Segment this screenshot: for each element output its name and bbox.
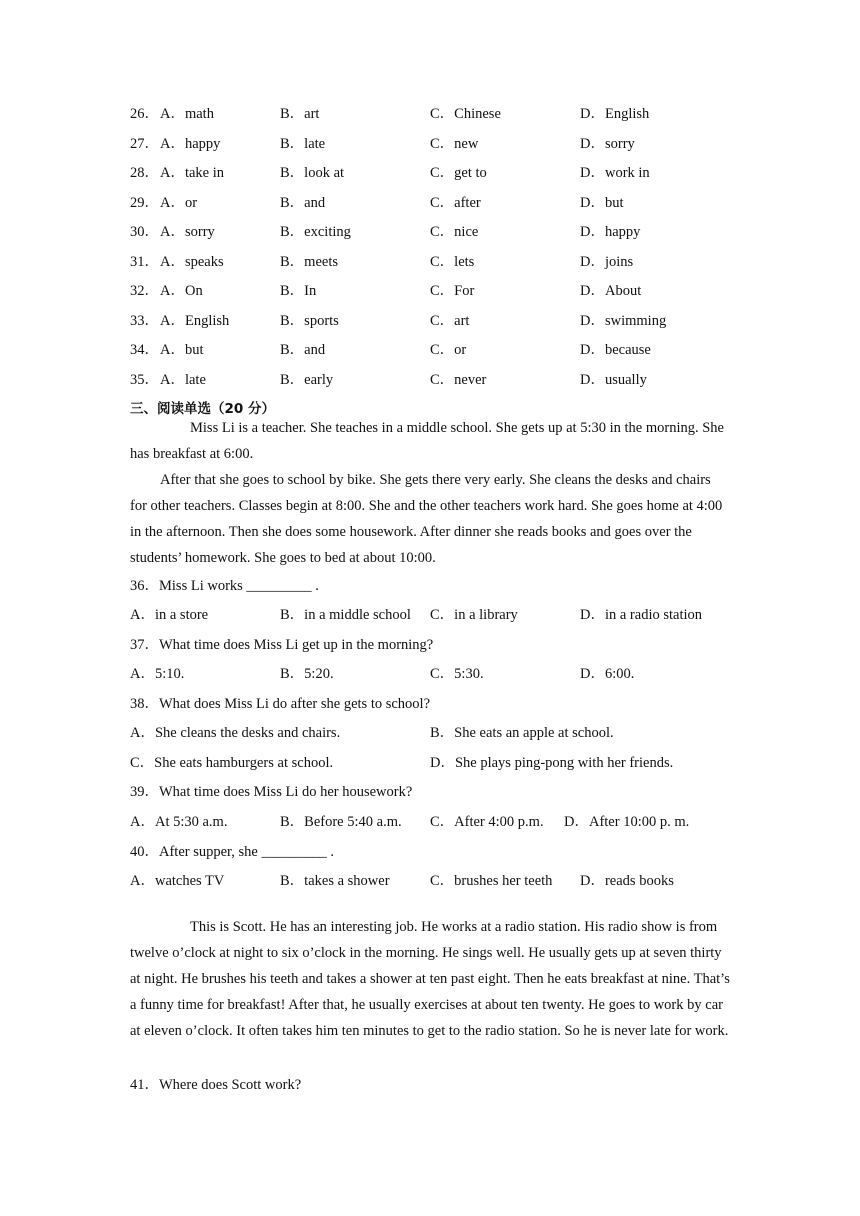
option-a: A．speaks [160,254,224,270]
option-c: C．5:30. [430,666,484,682]
option-c: C．For [430,283,475,299]
question-number: 29． [130,195,159,211]
question-number: 26． [130,106,159,122]
option-d: D．swimming [580,313,667,329]
option-c: C．after [430,195,481,211]
option-d: D．About [580,283,642,299]
question-number: 32． [130,283,159,299]
option-b: B．early [280,372,334,388]
option-d: D．English [580,106,650,122]
question-36-stem: 36．Miss Li works _________ . [130,578,319,594]
option-d: D．6:00. [580,666,635,682]
question-number: 34． [130,342,159,358]
option-a: A．On [160,283,203,299]
option-b: B．exciting [280,224,351,240]
option-a: A．sorry [160,224,215,240]
option-a: A．She cleans the desks and chairs. [130,725,341,741]
option-b: B．and [280,342,326,358]
option-d: D．reads books [580,873,674,889]
option-a: A．5:10. [130,666,185,682]
option-c: C．After 4:00 p.m. [430,814,544,830]
question-number: 27． [130,136,159,152]
question-number: 28． [130,165,159,181]
option-c: C．art [430,313,470,329]
passage-2-paragraph-1: This is Scott. He has an interesting job. He works at a radio station. His radio show is from twelve o’clock at night to six o’clock in the morning. He sings well. He usually gets up at seven thirty at night. He brushes his teeth and takes a shower at ten past eight. Then he eats breakfast at nine. That’s a funny time for breakfast! After that, he usually exercises at about ten twenty. He goes to work by car at eleven o’clock. It often takes him ten minutes to get to the radio station. So he is never late for work. [130,919,730,1039]
question-number: 30． [130,224,159,240]
option-a: A．take in [160,165,225,181]
option-d: D．but [580,195,624,211]
option-b: B．look at [280,165,345,181]
option-a: A．or [160,195,198,211]
option-a: A．in a store [130,607,209,623]
option-b: B．Before 5:40 a.m. [280,814,402,830]
option-c: C．She eats hamburgers at school. [130,755,334,771]
question-39-stem: 39．What time does Miss Li do her housework? [130,784,413,800]
option-b: B．late [280,136,326,152]
option-d: D．because [580,342,651,358]
option-a: A．but [160,342,204,358]
question-41-stem: 41．Where does Scott work? [130,1077,302,1093]
option-b: B．sports [280,313,339,329]
option-a: A．watches TV [130,873,225,889]
option-c: C．nice [430,224,479,240]
option-d: D．happy [580,224,641,240]
option-a: A．At 5:30 a.m. [130,814,228,830]
question-number: 35． [130,372,159,388]
option-c: C．brushes her teeth [430,873,553,889]
passage-1-paragraph-2: After that she goes to school by bike. She gets there very early. She cleans the desks and chairs for other teachers. Classes begin at 8:00. She and the other teachers work hard. She goes home at 4:00 in the afternoon. Then she does some housework. After dinner she reads books and goes over the students’ homework. She goes to bed at about 10:00. [130,472,723,566]
option-b: B．art [280,106,320,122]
option-b: B．in a middle school [280,607,411,623]
option-d: D．usually [580,372,647,388]
option-d: D．joins [580,254,634,270]
option-d: D．After 10:00 p. m. [564,814,690,830]
option-c: C．never [430,372,487,388]
question-number: 31． [130,254,159,270]
option-c: C．get to [430,165,487,181]
option-a: A．English [160,313,230,329]
question-38-stem: 38．What does Miss Li do after she gets to school? [130,696,431,712]
option-d: D．She plays ping-pong with her friends. [430,755,674,771]
option-d: D．sorry [580,136,635,152]
option-d: D．work in [580,165,650,181]
option-b: B．She eats an apple at school. [430,725,614,741]
option-c: C．in a library [430,607,518,623]
option-a: A．late [160,372,206,388]
option-d: D．in a radio station [580,607,703,623]
question-37-stem: 37．What time does Miss Li get up in the morning? [130,637,434,653]
option-a: A．happy [160,136,221,152]
section-title: 三、阅读单选（20 分） [130,401,275,417]
passage-1-paragraph-1: Miss Li is a teacher. She teaches in a middle school. She gets up at 5:30 in the morning. She has breakfast at 6:00. [130,420,724,462]
option-c: C．or [430,342,467,358]
option-c: C．lets [430,254,475,270]
question-number: 33． [130,313,159,329]
question-40-stem: 40．After supper, she _________ . [130,844,334,860]
option-a: A．math [160,106,214,122]
option-b: B．and [280,195,326,211]
option-c: C．Chinese [430,106,501,122]
option-b: B．5:20. [280,666,334,682]
option-c: C．new [430,136,479,152]
option-b: B．meets [280,254,338,270]
option-b: B．In [280,283,317,299]
option-b: B．takes a shower [280,873,390,889]
